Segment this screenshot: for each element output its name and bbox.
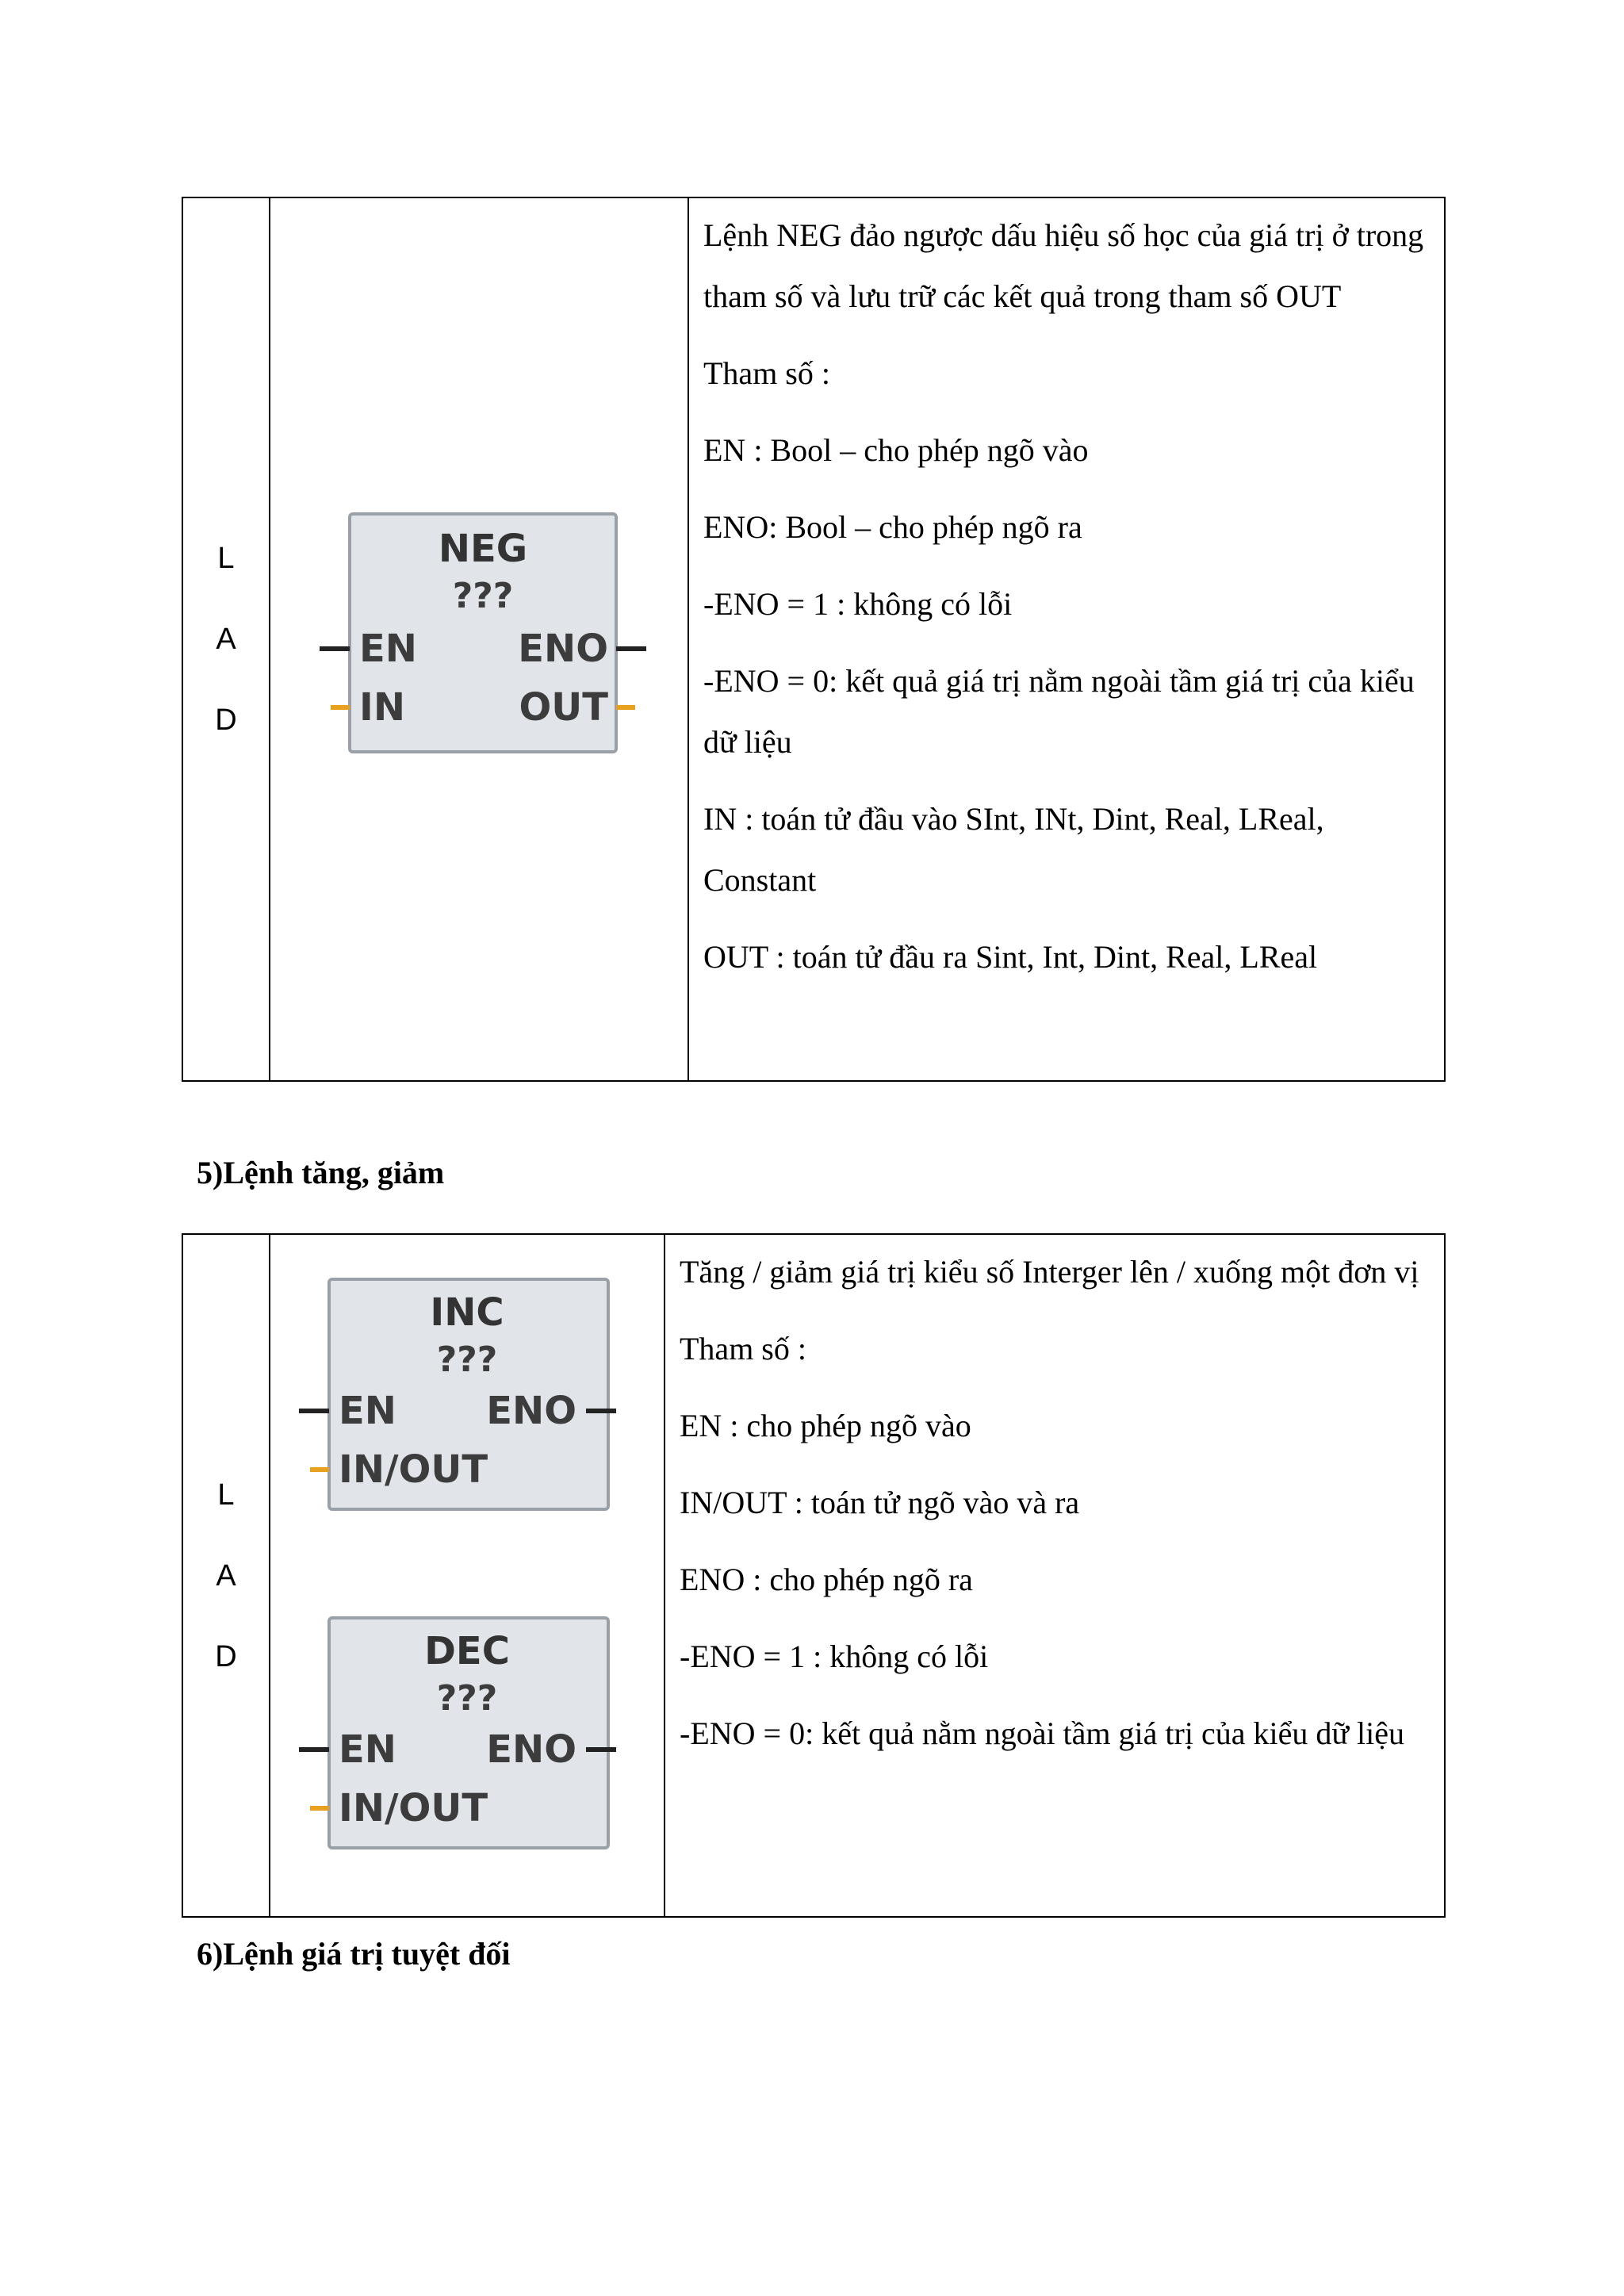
lad-side-label [182, 197, 270, 1081]
inc-dec-instruction-table [182, 1233, 1446, 1918]
description-line: IN : toán tử đầu vào SInt, INt, Dint, Real, LReal, Constant [703, 801, 1324, 898]
ladder-diagram-cell [270, 197, 688, 1081]
block-type-placeholder: ??? [436, 1340, 498, 1380]
pin-eno: ENO [518, 627, 608, 671]
description-line: Tham số : [680, 1331, 806, 1366]
pin-en: EN [339, 1389, 396, 1433]
label-letter: A [216, 623, 236, 656]
description-line: EN : Bool – cho phép ngõ vào [703, 432, 1089, 468]
description-line: Lệnh NEG đảo ngược dấu hiệu số học của giá trị ở trong tham số và lưu trữ các kết quả trong tham số OUT [703, 217, 1424, 314]
pin-eno: ENO [486, 1389, 576, 1433]
label-letter: D [215, 703, 237, 737]
neg-function-block [320, 506, 648, 761]
dec-block-graphic [299, 1612, 627, 1849]
neg-instruction-table [182, 197, 1446, 1082]
block-title: INC [430, 1290, 504, 1335]
block-type-placeholder: ??? [452, 576, 514, 616]
block-type-placeholder: ??? [436, 1678, 498, 1719]
section-heading-abs: 6)Lệnh giá trị tuyệt đối [197, 1936, 511, 1972]
label-letter: A [216, 1558, 236, 1593]
dec-function-block [299, 1612, 627, 1849]
label-letter: L [217, 542, 235, 575]
description-line: -ENO = 1 : không có lỗi [680, 1639, 989, 1674]
description-line: -ENO = 0: kết quả nằm ngoài tầm giá trị của kiểu dữ liệu [680, 1715, 1404, 1751]
block-title: DEC [424, 1629, 510, 1673]
label-letter: D [215, 1639, 237, 1673]
pin-en: EN [359, 627, 417, 671]
description-line: ENO: Bool – cho phép ngõ ra [703, 509, 1082, 545]
pin-in: IN [359, 685, 406, 730]
inc-function-block [299, 1273, 627, 1511]
ladder-diagram-cell [270, 1234, 665, 1917]
description-line: Tham số : [703, 355, 830, 391]
description-line: -ENO = 1 : không có lỗi [703, 586, 1013, 622]
pin-out: OUT [519, 685, 608, 730]
description-line: -ENO = 0: kết quả giá trị nằm ngoài tầm giá trị của kiểu dữ liệu [703, 663, 1415, 760]
block-title: NEG [438, 527, 528, 571]
description-line: IN/OUT : toán tử ngõ vào và ra [680, 1485, 1080, 1520]
description-line: EN : cho phép ngõ vào [680, 1408, 971, 1443]
description-line: OUT : toán tử đầu ra Sint, Int, Dint, Real, LReal [703, 939, 1318, 975]
lad-side-label [182, 1234, 270, 1917]
pin-eno: ENO [486, 1727, 576, 1772]
inc-dec-description [665, 1234, 1445, 1917]
label-letter: L [217, 1478, 235, 1512]
pin-in-out: IN/OUT [339, 1786, 488, 1830]
section-heading-inc-dec: 5)Lệnh tăng, giảm [197, 1155, 445, 1190]
neg-description [688, 197, 1445, 1081]
description-line: ENO : cho phép ngõ ra [680, 1562, 973, 1597]
pin-en: EN [339, 1727, 396, 1772]
pin-in-out: IN/OUT [339, 1447, 488, 1492]
description-line: Tăng / giảm giá trị kiểu số Interger lên / xuống một đơn vị [680, 1254, 1419, 1290]
neg-block-graphic [320, 506, 648, 761]
inc-block-graphic [299, 1273, 627, 1511]
